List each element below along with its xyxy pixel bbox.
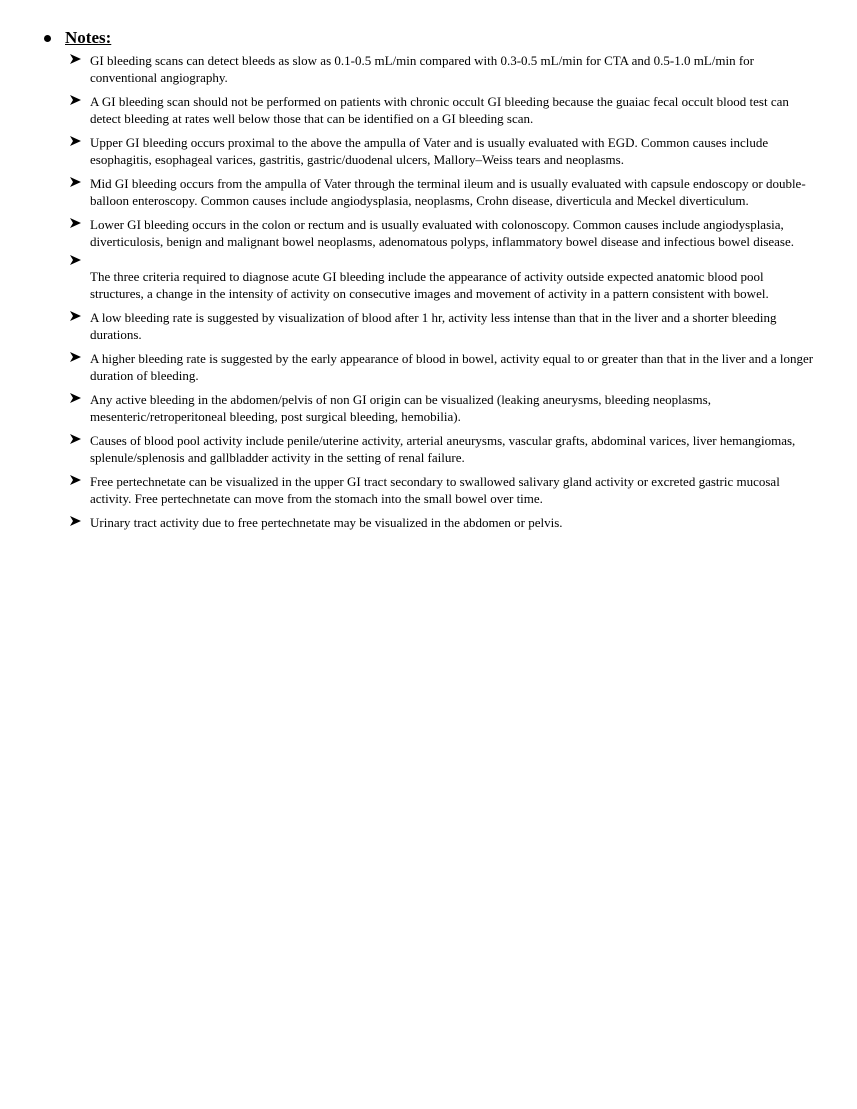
- note-item: [70, 257, 820, 302]
- arrowhead-bullet-icon: [70, 136, 81, 146]
- notes-list: [70, 52, 820, 538]
- note-text: A low bleeding rate is suggested by visualization of blood after 1 hr, activity less intense than that in the liver and a shorter bleeding durations.: [90, 310, 777, 342]
- note-item: [70, 432, 820, 466]
- note-text: Upper GI bleeding occurs proximal to the above the ampulla of Vater and is usually evaluated with EGD. Common causes include esophagitis, esophageal varices, gastritis, gastric/duodenal ulcers, Mallory–Weiss tears and neoplasms.: [90, 135, 769, 167]
- bullet-dot-icon: [44, 35, 51, 42]
- arrowhead-bullet-icon: [70, 95, 81, 105]
- note-text: GI bleeding scans can detect bleeds as slow as 0.1-0.5 mL/min compared with 0.3-0.5 mL/min for CTA and 0.5-1.0 mL/min for conventional angiography.: [90, 53, 754, 85]
- note-text: Free pertechnetate can be visualized in the upper GI tract secondary to swallowed salivary gland activity or excreted gastric mucosal activity. Free pertechnetate can move from the stomach into the small bowel over time.: [90, 474, 780, 506]
- note-item: [70, 175, 820, 209]
- note-text: The three criteria required to diagnose acute GI bleeding include the appearance of activity outside expected anatomic blood pool structures, a change in the intensity of activity on consecutive images and movement of activity in a pattern consistent with bowel.: [90, 269, 769, 301]
- note-item: [70, 134, 820, 168]
- arrowhead-bullet-icon: [70, 475, 81, 485]
- note-item: [70, 93, 820, 127]
- note-item: [70, 350, 820, 384]
- note-text: A higher bleeding rate is suggested by the early appearance of blood in bowel, activity equal to or greater than that in the liver and a longer duration of bleeding.: [90, 351, 814, 383]
- arrowhead-bullet-icon: [70, 54, 81, 64]
- arrowhead-bullet-icon: [70, 434, 81, 444]
- note-text: Any active bleeding in the abdomen/pelvis of non GI origin can be visualized (leaking aneurysms, bleeding neoplasms, mesenteric/retroperitoneal bleeding, post surgical bleeding, hemobilia).: [90, 392, 711, 424]
- note-text: Causes of blood pool activity include penile/uterine activity, arterial aneurysms, vascular grafts, abdominal varices, liver hemangiomas, splenule/splenosis and gallbladder activity in the setting of renal failure.: [90, 433, 796, 465]
- notes-heading-label: Notes:: [65, 28, 112, 47]
- note-item: [70, 216, 820, 250]
- arrowhead-bullet-icon: [70, 311, 81, 321]
- arrowhead-bullet-icon: [70, 255, 81, 265]
- arrowhead-bullet-icon: [70, 177, 81, 187]
- note-item: [70, 514, 820, 531]
- note-item: [70, 473, 820, 507]
- arrowhead-bullet-icon: [70, 218, 81, 228]
- arrowhead-bullet-icon: [70, 393, 81, 403]
- arrowhead-bullet-icon: [70, 352, 81, 362]
- note-text: Mid GI bleeding occurs from the ampulla of Vater through the terminal ileum and is usually evaluated with capsule endoscopy or double-balloon enteroscopy. Common causes include angiodysplasia, neoplasms, Crohn disease, diverticula and Meckel diverticulum.: [90, 176, 806, 208]
- note-item: [70, 52, 820, 86]
- note-item: [70, 309, 820, 343]
- note-text: Lower GI bleeding occurs in the colon or rectum and is usually evaluated with colonoscopy. Common causes include angiodysplasia, diverticulosis, benign and malignant bowel neoplasms, adenomatous polyps, inflammatory bowel disease and infectious bowel disease.: [90, 217, 795, 249]
- arrowhead-bullet-icon: [70, 516, 81, 526]
- notes-heading: [44, 27, 111, 49]
- note-item: [70, 391, 820, 425]
- note-text: Urinary tract activity due to free pertechnetate may be visualized in the abdomen or pelvis.: [90, 515, 563, 530]
- note-text: A GI bleeding scan should not be performed on patients with chronic occult GI bleeding because the guaiac fecal occult blood test can detect bleeding at rates well below those that can be identified on a GI bleeding scan.: [90, 94, 789, 126]
